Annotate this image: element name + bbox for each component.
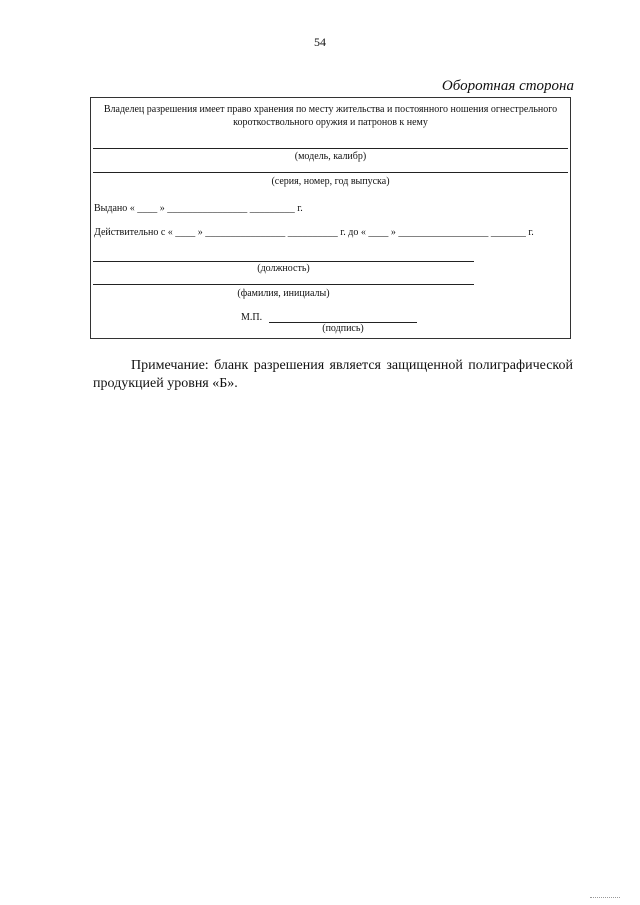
permit-form bbox=[90, 97, 571, 339]
valid-row: Действительно с « ____ » ________________ __________ г. до « ____ » __________________ _______ г. bbox=[94, 227, 534, 238]
name-line bbox=[93, 284, 474, 285]
signature-caption: (подпись) bbox=[322, 323, 364, 334]
model-line bbox=[93, 148, 568, 149]
serial-caption: (серия, номер, год выпуска) bbox=[271, 176, 390, 187]
margin-mark bbox=[590, 897, 620, 898]
position-caption: (должность) bbox=[257, 263, 310, 274]
position-line bbox=[93, 261, 474, 262]
model-caption: (модель, калибр) bbox=[294, 151, 367, 162]
issued-row: Выдано « ____ » ________________ _________ г. bbox=[94, 203, 303, 214]
serial-line bbox=[93, 172, 568, 173]
name-caption: (фамилия, инициалы) bbox=[237, 288, 330, 299]
form-intro: Владелец разрешения имеет право хранения по месту жительства и постоянного ношения огнестрельного короткоствольного оружия и патронов к нему bbox=[103, 104, 558, 128]
stamp-label: М.П. bbox=[241, 312, 263, 323]
side-title: Оборотная сторона bbox=[441, 78, 574, 94]
page-number: 54 bbox=[314, 35, 326, 49]
note-text: Примечание: бланк разрешения является защищенной полиграфической продукцией уровня «Б». bbox=[93, 358, 573, 391]
